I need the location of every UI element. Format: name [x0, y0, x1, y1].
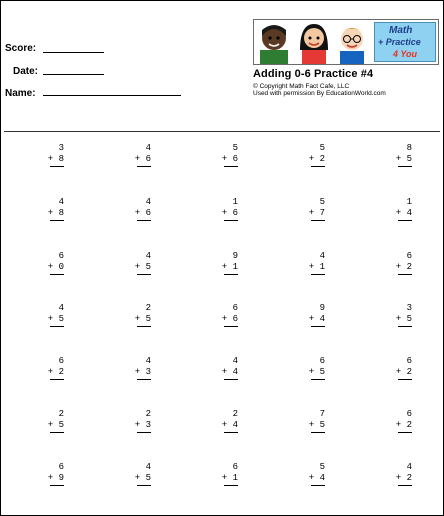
- copyright-text: © Copyright Math Fact Cafe, LLC: [253, 83, 350, 90]
- addend-top: 4: [58, 303, 64, 313]
- answer-line: [137, 274, 151, 275]
- addend-bottom: + 2: [395, 420, 412, 430]
- addend-bottom: + 1: [221, 473, 238, 483]
- addend-top: 4: [145, 143, 151, 153]
- answer-line: [398, 379, 412, 380]
- addition-problem: [113, 197, 163, 221]
- addend-bottom: + 5: [134, 262, 151, 272]
- answer-line: [50, 379, 64, 380]
- addend-top: 2: [58, 409, 64, 419]
- addend-bottom: + 0: [47, 262, 64, 272]
- addend-bottom: + 4: [221, 367, 238, 377]
- addition-problem: [200, 356, 250, 380]
- addend-bottom: + 8: [47, 154, 64, 164]
- logo-text-4you: 4 You: [393, 49, 418, 59]
- addition-problem: [287, 356, 337, 380]
- addend-bottom: + 5: [395, 314, 412, 324]
- addend-bottom: + 7: [308, 208, 325, 218]
- addition-problem: [200, 409, 250, 433]
- addend-bottom: + 5: [47, 420, 64, 430]
- answer-line: [398, 220, 412, 221]
- addition-problem: [374, 409, 424, 433]
- addend-top: 2: [232, 409, 238, 419]
- answer-line: [398, 432, 412, 433]
- addend-top: 5: [232, 143, 238, 153]
- addend-top: 2: [145, 303, 151, 313]
- addend-top: 4: [145, 197, 151, 207]
- addition-problem: [113, 462, 163, 486]
- addend-top: 5: [319, 143, 325, 153]
- addition-problem: [113, 409, 163, 433]
- addition-problem: [287, 462, 337, 486]
- addition-problem: [26, 356, 76, 380]
- addend-top: 4: [406, 462, 412, 472]
- answer-line: [224, 432, 238, 433]
- addend-top: 6: [58, 251, 64, 261]
- answer-line: [50, 326, 64, 327]
- addend-top: 3: [58, 143, 64, 153]
- addend-bottom: + 5: [134, 314, 151, 324]
- score-label: Score:: [5, 43, 37, 54]
- answer-line: [398, 485, 412, 486]
- addend-top: 6: [406, 409, 412, 419]
- addend-bottom: + 5: [47, 314, 64, 324]
- addend-top: 5: [319, 197, 325, 207]
- answer-line: [137, 485, 151, 486]
- answer-line: [137, 379, 151, 380]
- addition-problem: [200, 143, 250, 167]
- header-banner: [253, 19, 439, 65]
- name-label: Name:: [5, 88, 36, 99]
- addition-problem: [113, 143, 163, 167]
- addend-top: 9: [319, 303, 325, 313]
- answer-line: [398, 326, 412, 327]
- addend-bottom: + 4: [308, 314, 325, 324]
- answer-line: [50, 274, 64, 275]
- addend-bottom: + 5: [134, 473, 151, 483]
- addend-top: 6: [232, 303, 238, 313]
- addend-top: 1: [406, 197, 412, 207]
- addend-top: 4: [58, 197, 64, 207]
- addition-problem: [200, 303, 250, 327]
- answer-line: [224, 166, 238, 167]
- addend-bottom: + 1: [308, 262, 325, 272]
- addend-top: 3: [406, 303, 412, 313]
- addition-problem: [26, 251, 76, 275]
- addend-bottom: + 3: [134, 420, 151, 430]
- addition-problem: [374, 143, 424, 167]
- divider-line: [4, 131, 440, 132]
- addition-problem: [374, 356, 424, 380]
- addition-problem: [113, 303, 163, 327]
- addend-top: 9: [232, 251, 238, 261]
- addend-bottom: + 5: [395, 154, 412, 164]
- answer-line: [311, 166, 325, 167]
- addend-top: 6: [406, 251, 412, 261]
- addend-top: 5: [319, 462, 325, 472]
- addition-problem: [26, 409, 76, 433]
- answer-line: [224, 220, 238, 221]
- addend-top: 4: [232, 356, 238, 366]
- math-practice-logo: [374, 22, 436, 62]
- addition-problem: [26, 197, 76, 221]
- addend-bottom: + 4: [395, 208, 412, 218]
- addend-bottom: + 2: [395, 367, 412, 377]
- addition-problem: [374, 197, 424, 221]
- addend-bottom: + 5: [308, 367, 325, 377]
- addition-problem: [374, 303, 424, 327]
- answer-line: [50, 485, 64, 486]
- addition-problem: [374, 251, 424, 275]
- addend-bottom: + 6: [221, 314, 238, 324]
- answer-line: [50, 220, 64, 221]
- name-line: [43, 95, 181, 96]
- addend-top: 4: [319, 251, 325, 261]
- addend-bottom: + 5: [308, 420, 325, 430]
- addend-top: 6: [58, 462, 64, 472]
- addend-top: 4: [145, 462, 151, 472]
- answer-line: [137, 166, 151, 167]
- answer-line: [311, 379, 325, 380]
- answer-line: [311, 485, 325, 486]
- score-line: [43, 52, 104, 53]
- addend-bottom: + 6: [134, 208, 151, 218]
- answer-line: [311, 326, 325, 327]
- addition-problem: [287, 143, 337, 167]
- logo-text-practice: + Practice: [378, 37, 421, 47]
- addition-problem: [287, 303, 337, 327]
- addition-problem: [374, 462, 424, 486]
- addition-problem: [26, 303, 76, 327]
- answer-line: [137, 220, 151, 221]
- addend-bottom: + 4: [308, 473, 325, 483]
- answer-line: [50, 432, 64, 433]
- addend-bottom: + 2: [395, 262, 412, 272]
- answer-line: [311, 274, 325, 275]
- answer-line: [398, 274, 412, 275]
- addend-bottom: + 8: [47, 208, 64, 218]
- addition-problem: [200, 251, 250, 275]
- addition-problem: [287, 251, 337, 275]
- answer-line: [224, 326, 238, 327]
- permission-text: Used with permission By EducationWorld.com: [253, 90, 386, 97]
- addend-top: 2: [145, 409, 151, 419]
- addend-top: 8: [406, 143, 412, 153]
- answer-line: [224, 485, 238, 486]
- answer-line: [137, 432, 151, 433]
- addition-problem: [287, 409, 337, 433]
- addition-problem: [26, 462, 76, 486]
- date-line: [43, 74, 104, 75]
- addend-bottom: + 6: [221, 154, 238, 164]
- addend-bottom: + 6: [221, 208, 238, 218]
- answer-line: [311, 432, 325, 433]
- addend-bottom: + 2: [395, 473, 412, 483]
- addend-top: 4: [145, 251, 151, 261]
- answer-line: [137, 326, 151, 327]
- addition-problem: [26, 143, 76, 167]
- addition-problem: [200, 462, 250, 486]
- addition-problem: [287, 197, 337, 221]
- addend-bottom: + 3: [134, 367, 151, 377]
- logo-text-math: Math: [389, 25, 413, 36]
- addend-bottom: + 4: [221, 420, 238, 430]
- addend-bottom: + 9: [47, 473, 64, 483]
- answer-line: [224, 274, 238, 275]
- addend-top: 6: [232, 462, 238, 472]
- addition-problem: [200, 197, 250, 221]
- answer-line: [50, 166, 64, 167]
- kids-illustration: [254, 20, 374, 64]
- addition-problem: [113, 356, 163, 380]
- addition-problem: [113, 251, 163, 275]
- addend-bottom: + 1: [221, 262, 238, 272]
- addend-top: 6: [319, 356, 325, 366]
- addend-top: 7: [319, 409, 325, 419]
- answer-line: [398, 166, 412, 167]
- answer-line: [224, 379, 238, 380]
- addend-bottom: + 2: [47, 367, 64, 377]
- addend-bottom: + 6: [134, 154, 151, 164]
- addend-bottom: + 2: [308, 154, 325, 164]
- worksheet-title: Adding 0-6 Practice #4: [253, 68, 374, 80]
- addend-top: 1: [232, 197, 238, 207]
- answer-line: [311, 220, 325, 221]
- addend-top: 4: [145, 356, 151, 366]
- date-label: Date:: [13, 66, 39, 77]
- addend-top: 6: [58, 356, 64, 366]
- addend-top: 6: [406, 356, 412, 366]
